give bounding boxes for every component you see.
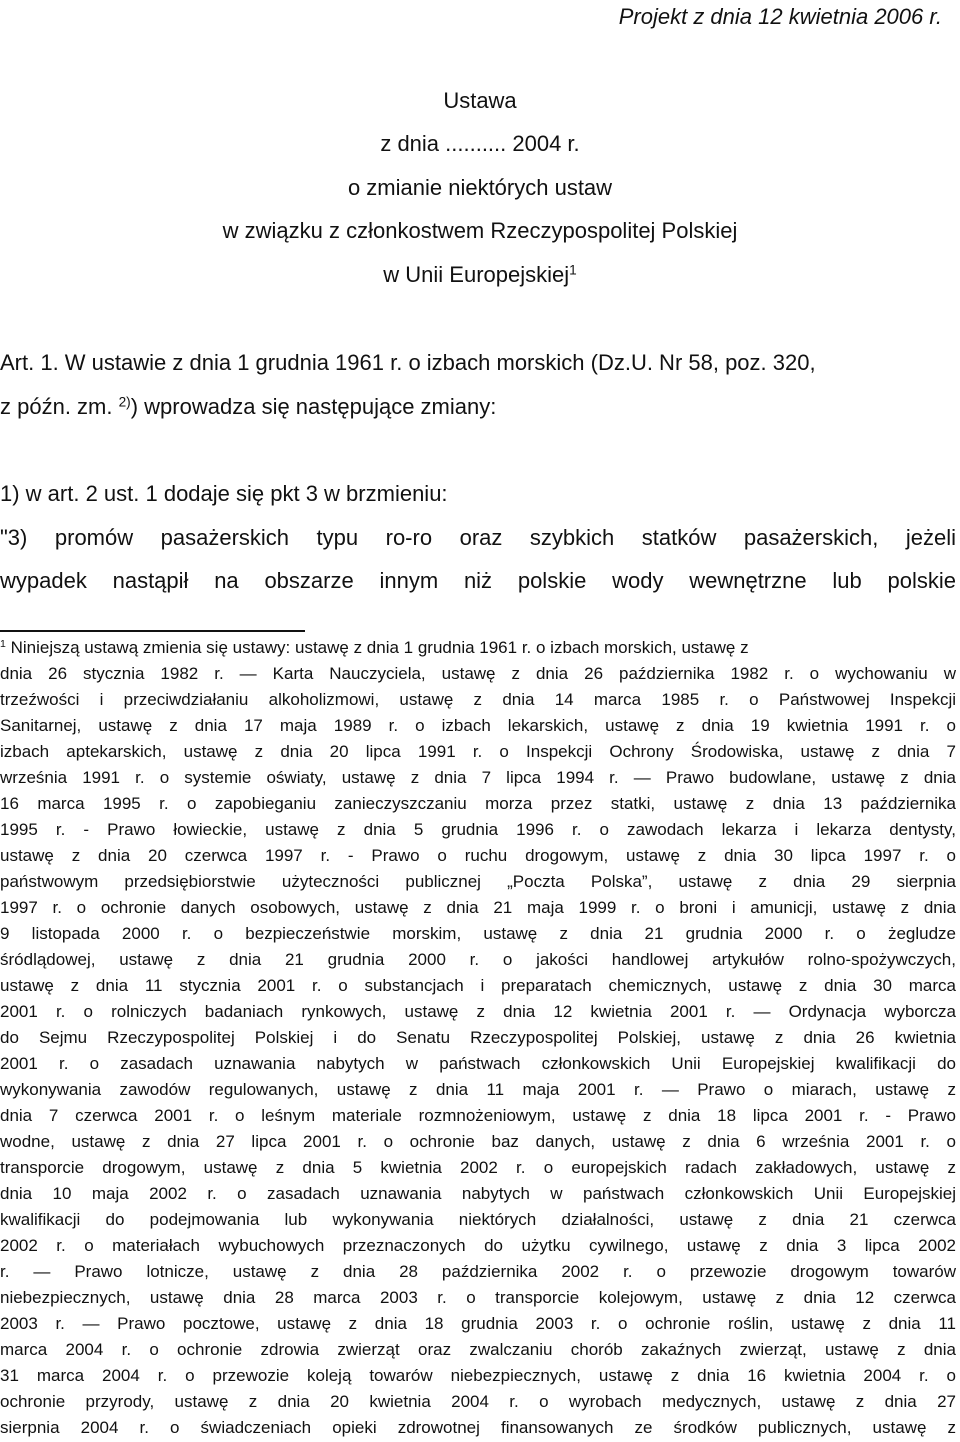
act-title: Ustawa (443, 88, 517, 113)
footnote-line: ustawę z dnia 20 czerwca 1997 r. - Prawo o ruchu drogowym, ustawę z dnia 30 lipca 1997 r. o (0, 846, 956, 865)
footnote-line: wykonywania zawodów regulowanych, ustawę z dnia 11 maja 2001 r. — Prawo o miarach, ustawę z (0, 1080, 956, 1099)
footnote-line: sierpnia 2004 r. o świadczeniach opieki zdrowotnej finansowanych ze środków publicznych, ustawę z (0, 1418, 956, 1437)
footnote-line: państwowym przedsiębiorstwie użyteczności publicznej „Poczta Polska”, ustawę z dnia 29 sierpnia (0, 872, 956, 891)
footnote-text: Niniejszą ustawą zmienia się ustawy: ustawę z dnia 1 grudnia 1961 r. o izbach morskich, ustawę z (10, 638, 749, 657)
article-1-line-1: Art. 1. W ustawie z dnia 1 grudnia 1961 r. o izbach morskich (Dz.U. Nr 58, poz. 320, (0, 350, 816, 375)
footnote-line: dnia 10 maja 2002 r. o zasadach uznawania nabytych w państwach członkowskich Unii Europejskiej (0, 1184, 956, 1203)
act-subject-line-2: w związku z członkostwem Rzeczypospolitej Polskiej (222, 218, 738, 243)
footnote-line: 2002 r. o materiałach wybuchowych przeznaczonych do użytku cywilnego, ustawę z dnia 3 lipca 2002 (0, 1236, 956, 1255)
footnote-line: izbach aptekarskich, ustawę z dnia 20 lipca 1991 r. o Inspekcji Ochrony Środowiska, ustawę z dnia 7 (0, 742, 956, 761)
act-subject-line-1: o zmianie niektórych ustaw (347, 175, 613, 200)
project-date-header: Projekt z dnia 12 kwietnia 2006 r. (618, 4, 942, 29)
footnote-reference: 1 (569, 262, 577, 278)
article-1-line-2-pre: z późn. zm. (0, 394, 113, 419)
footnote-line: 2001 r. o zasadach uznawania nabytych w państwach członkowskich Unii Europejskiej kwalifikacji do (0, 1054, 956, 1073)
footnote-line: września 1991 r. o systemie oświaty, ustawę z dnia 7 lipca 1994 r. — Prawo budowlane, ustawę z dnia (0, 768, 956, 787)
footnote-line: 1997 r. o ochronie danych osobowych, ustawę z dnia 21 maja 1999 r. o broni i amunicji, ustawę z dnia (0, 898, 956, 917)
footnote-line (0, 638, 956, 658)
act-date: z dnia .......... 2004 r. (380, 131, 580, 156)
footnote-line: ustawę z dnia 11 stycznia 2001 r. o substancjach i preparatach chemicznych, ustawę z dnia 30 marca (0, 976, 956, 995)
footnote-separator (0, 630, 305, 632)
footnote-line: 1995 r. - Prawo łowieckie, ustawę z dnia 5 grudnia 1996 r. o zawodach lekarza i lekarza dentysty, (0, 820, 956, 839)
footnote-line: trzeźwości i przeciwdziałaniu alkoholizmowi, ustawę z dnia 14 marca 1985 r. o Państwowej Inspekcji (0, 690, 956, 709)
footnote-reference-2: 2) (118, 394, 131, 410)
act-subject-line-3 (0, 262, 960, 288)
footnote-line: Sanitarnej, ustawę z dnia 17 maja 1989 r. o izbach lekarskich, ustawę z dnia 19 kwietnia 1991 r. o (0, 716, 956, 735)
footnote-line: ochronie przyrody, ustawę z dnia 20 kwietnia 2004 r. o wyrobach medycznych, ustawę z dnia 27 (0, 1392, 956, 1411)
footnote-line: do Sejmu Rzeczypospolitej Polskiej i do Senatu Rzeczypospolitej Polskiej, ustawę z dnia 26 kwietnia (0, 1028, 956, 1047)
article-1-line-2 (0, 394, 496, 420)
footnote-line: śródlądowej, ustawę z dnia 21 grudnia 2000 r. o jakości handlowej artykułów rolno-spożywczych, (0, 950, 956, 969)
article-1-line-2-post: ) wprowadza się następujące zmiany: (130, 394, 497, 419)
quoted-text-line-1: "3) promów pasażerskich typu ro-ro oraz szybkich statków pasażerskich, jeżeli (0, 525, 956, 550)
footnote-line: 9 listopada 2000 r. o bezpieczeństwie morskim, ustawę z dnia 21 grudnia 2000 r. o żegludze (0, 924, 956, 943)
footnote-line: 16 marca 1995 r. o zapobieganiu zanieczyszczaniu morza przez statki, ustawę z dnia 13 października (0, 794, 956, 813)
footnote-line: marca 2004 r. o ochronie zdrowia zwierząt oraz zwalczaniu chorób zakaźnych zwierząt, ustawę z dnia (0, 1340, 956, 1359)
footnote-line: transporcie drogowym, ustawę z dnia 5 kwietnia 2002 r. o europejskich radach zakładowych, ustawę z (0, 1158, 956, 1177)
footnote-line: dnia 26 stycznia 1982 r. — Karta Nauczyciela, ustawę z dnia 26 października 1982 r. o wychowaniu w (0, 664, 956, 683)
quoted-text-line-2: wypadek nastąpił na obszarze innym niż polskie wody wewnętrzne lub polskie (0, 568, 956, 593)
footnote-line: wodne, ustawę z dnia 27 lipca 2001 r. o ochronie baz danych, ustawę z dnia 6 września 2001 r. o (0, 1132, 956, 1151)
footnote-line: kwalifikacji do podejmowania lub wykonywania niektórych działalności, ustawę z dnia 21 czerwca (0, 1210, 956, 1229)
footnote-line: 2001 r. o rolniczych badaniach rynkowych, ustawę z dnia 12 kwietnia 2001 r. — Ordynacja wyborcza (0, 1002, 956, 1021)
footnote-line: 31 marca 2004 r. o przewozie koleją towarów niebezpiecznych, ustawę z dnia 16 kwietnia 2004 r. o (0, 1366, 956, 1385)
footnote-line: 2003 r. — Prawo pocztowe, ustawę z dnia 18 grudnia 2003 r. o ochronie roślin, ustawę z dnia 11 (0, 1314, 956, 1333)
footnote-line: r. — Prawo lotnicze, ustawę z dnia 28 października 2002 r. o przewozie drogowym towarów (0, 1262, 956, 1281)
amendment-item-1: 1) w art. 2 ust. 1 dodaje się pkt 3 w brzmieniu: (0, 481, 448, 506)
act-subject-text: w Unii Europejskiej (383, 262, 570, 287)
footnote-line: niebezpiecznych, ustawę dnia 28 marca 2003 r. o transporcie kolejowym, ustawę z dnia 12 czerwca (0, 1288, 956, 1307)
footnote-marker: 1 (0, 638, 6, 651)
footnote-line: dnia 7 czerwca 2001 r. o leśnym materiale rozmnożeniowym, ustawę z dnia 18 lipca 2001 r. - Prawo (0, 1106, 956, 1125)
